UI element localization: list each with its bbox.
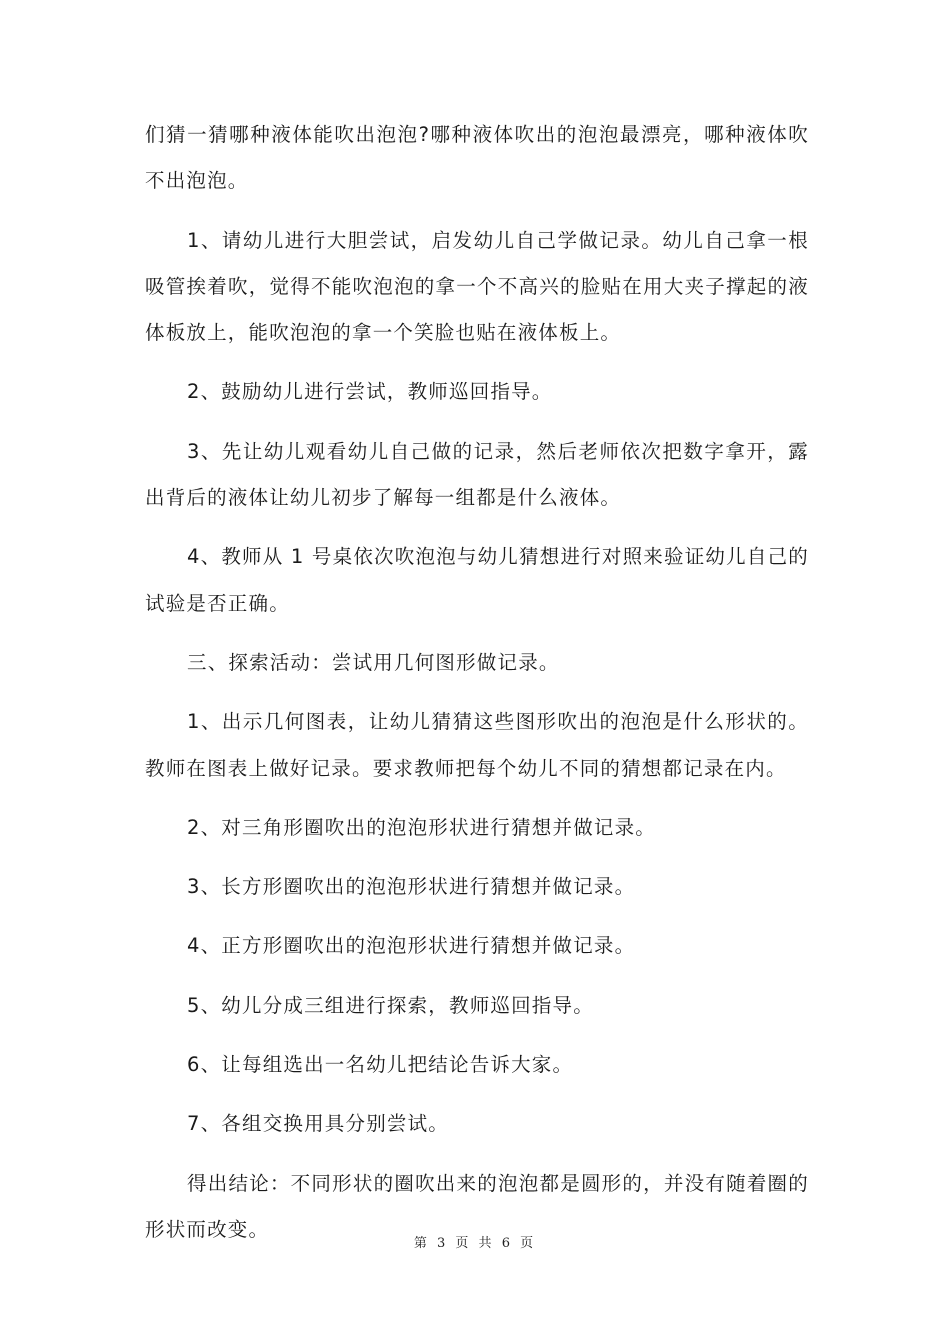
paragraph: 3、先让幼儿观看幼儿自己做的记录，然后老师依次把数字拿开，露出背后的液体让幼儿初步了解每一组都是什么液体。 (145, 439, 809, 510)
paragraph: 4、正方形圈吹出的泡泡形状进行猜想并做记录。 (187, 934, 636, 958)
paragraph: 们猜一猜哪种液体能吹出泡泡?哪种液体吹出的泡泡最漂亮，哪种液体吹不出泡泡。 (145, 123, 809, 193)
conclusion-paragraph: 得出结论：不同形状的圈吹出来的泡泡都是圆形的，并没有随着圈的形状而改变。 (145, 1171, 809, 1241)
document-body (145, 112, 809, 1266)
paragraph: 6、让每组选出一名幼儿把结论告诉大家。 (187, 1053, 574, 1077)
paragraph: 2、鼓励幼儿进行尝试，教师巡回指导。 (187, 380, 553, 404)
paragraph: 1、请幼儿进行大胆尝试，启发幼儿自己学做记录。幼儿自己拿一根吸管挨着吹，觉得不能吹泡泡的拿一个不高兴的脸贴在用大夹子撑起的液体板放上，能吹泡泡的拿一个笑脸也贴在液体板上。 (145, 228, 809, 345)
paragraph: 4、教师从 1 号桌依次吹泡泡与幼儿猜想进行对照来验证幼儿自己的试验是否正确。 (145, 545, 809, 615)
paragraph: 5、幼儿分成三组进行探索，教师巡回指导。 (187, 993, 594, 1017)
paragraph: 1、出示几何图表，让幼儿猜猜这些图形吹出的泡泡是什么形状的。教师在图表上做好记录。要求教师把每个幼儿不同的猜想都记录在内。 (145, 710, 809, 780)
paragraph: 2、对三角形圈吹出的泡泡形状进行猜想并做记录。 (187, 815, 657, 839)
page-number-footer: 第 3 页 共 6 页 (413, 1236, 537, 1251)
section-heading: 三、探索活动：尝试用几何图形做记录。 (187, 650, 560, 674)
paragraph: 3、长方形圈吹出的泡泡形状进行猜想并做记录。 (187, 875, 636, 899)
paragraph: 7、各组交换用具分别尝试。 (187, 1112, 450, 1136)
